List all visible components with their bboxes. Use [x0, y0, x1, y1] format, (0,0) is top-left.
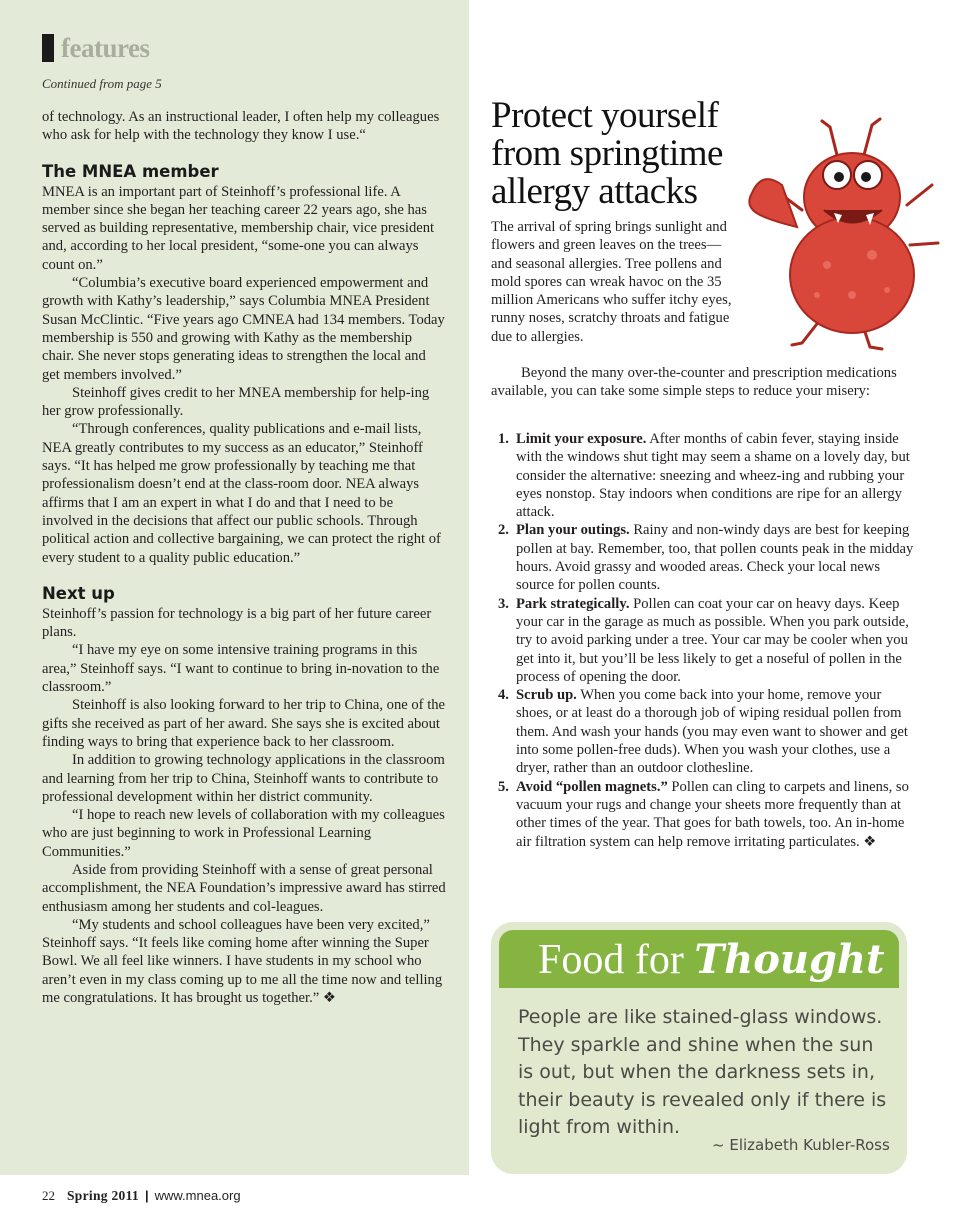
tip-lead: Scrub up.	[516, 687, 577, 704]
list-item	[491, 778, 921, 851]
list-item	[491, 595, 921, 686]
article-paragraph: In addition to growing technology applications in the classroom and learning from her trip to China, Steinhoff wants to contribute to professional development within her district community.	[42, 752, 445, 805]
article-paragraph: of technology. As an instructional leader, I often help my colleagues who ask for help with the technology they know I use.“	[42, 109, 440, 144]
section-title: features	[61, 33, 150, 63]
tip-lead: Limit your exposure.	[516, 431, 647, 447]
tip-number: 1.	[498, 431, 509, 447]
left-article	[42, 108, 446, 1007]
article-paragraph: “My students and school colleagues have been very excited,” Steinhoff says. “It feels like coming home after winning the Super Bowl. We all feel like winners. I have students in my school who aren’t even in my class coming up to me all the time now and telling me congratulations. It has brought us together.” ❖	[42, 916, 443, 1007]
article-intro: The arrival of spring brings sunlight and flowers and green leaves on the trees—and seasonal allergies. Tree pollens and mold spores can wreak havoc on the 35 million Americans who suffer itchy eyes, runny noses, scratchy throats and fatigue due to allergies.	[491, 219, 732, 345]
article-paragraph: “I hope to reach new levels of collaboration with my colleagues who are just beginning to work in Professional Learning Communities.”	[42, 807, 445, 860]
food-for-thought-heading	[538, 932, 884, 987]
tip-text: Rainy and non-windy days are best for keeping pollen at bay. Remember, too, that pollen counts peak in the midday hours. Avoid grassy and wooded areas. Check your local news source for pollen counts.	[516, 522, 914, 594]
subheading-mnea-member: The MNEA member	[42, 161, 219, 181]
tip-text: When you come back into your home, remove your shoes, or at least do a thorough job of wiping residual pollen from them. And wash your hands (you may even want to shower and get into some pollen-free duds). When you wash your clothes, use a dryer, rather than an outdoor clothesline.	[516, 687, 908, 777]
allergy-tips-list	[491, 430, 921, 851]
tip-lead: Avoid “pollen magnets.”	[516, 778, 668, 795]
tip-lead: Plan your outings.	[516, 522, 630, 539]
footer-separator: |	[144, 1188, 149, 1203]
article-title: Protect yourself from springtime allergy attacks	[491, 95, 723, 212]
list-item	[491, 430, 921, 521]
page-number: 22	[42, 1188, 55, 1203]
tip-text: After months of cabin fever, staying inside with the windows shut tight may seem a shame on a lovely day, but consider the alternative: sneezing and wheez-ing and rubbing your eyes nonstop. Stay indoors when conditions are ripe for an allergy attack.	[516, 431, 910, 521]
tip-lead: Park strategically.	[516, 595, 630, 612]
issue-label: Spring 2011	[67, 1188, 139, 1203]
article-paragraph: “Columbia’s executive board experienced empowerment and growth with Kathy’s leadership,” says Columbia MNEA President Susan McClintic. “Five years ago CMNEA had 134 members. Today membership is 550 and growing with Kathy as the membership chair. She never stops generating ideas to strengthen the local and get members involved.”	[42, 275, 445, 383]
tip-number: 3.	[498, 595, 509, 612]
list-item	[491, 521, 921, 594]
article-paragraph: “I have my eye on some intensive training programs in this area,” Steinhoff says. “I want to continue to bring in-novation to the classroom.”	[42, 642, 440, 696]
tip-text: Pollen can cling to carpets and linens, so vacuum your rugs and change your sheets more frequently than at other times of the year. That goes for bath towels, too. An in-home air filtration system can help remove irritating particulates. ❖	[516, 778, 909, 850]
tip-text: Pollen can coat your car on heavy days. Keep your car in the garage as much as possible. When you park outside, try to avoid parking under a tree. Your car may be cooler when you get into it, but you’ll be less likely to get a noseful of pollen in the process of opening the door.	[516, 595, 909, 685]
article-paragraph: Aside from providing Steinhoff with a sense of great personal accomplishment, the NEA Foundation’s impressive award has stirred enthusiasm among her students and col-leagues.	[42, 861, 446, 915]
article-paragraph: Steinhoff gives credit to her MNEA membership for help-ing her grow professionally.	[42, 384, 430, 420]
tip-number: 2.	[498, 522, 509, 539]
continued-note: Continued from page 5	[42, 76, 162, 91]
quote-text: People are like stained-glass windows. They sparkle and shine when the sun is out, but when the darkness sets in, their beauty is revealed only if there is light from within.	[518, 1006, 887, 1138]
tip-number: 5.	[498, 778, 509, 795]
article-paragraph: Steinhoff is also looking forward to her trip to China, one of the gifts she received as part of her award. She says she is excited about finding ways to bring that experience back to her classroom.	[42, 697, 446, 750]
section-marker-bar	[42, 34, 54, 62]
heading-part-thought: Thought	[694, 936, 885, 983]
list-item	[491, 686, 921, 777]
section-header	[42, 26, 149, 62]
article-intro-continued: Beyond the many over-the-counter and prescription medications available, you can take some simple steps to reduce your misery:	[491, 365, 897, 400]
germ-monster-illustration	[742, 115, 947, 355]
tip-number: 4.	[498, 687, 509, 704]
website-url: www.mnea.org	[154, 1188, 241, 1203]
heading-part-food-for: Food for	[538, 937, 695, 983]
article-paragraph: Steinhoff’s passion for technology is a big part of her future career plans.	[42, 605, 432, 641]
page-footer	[42, 1188, 241, 1204]
quote-author: ~ Elizabeth Kubler-Ross	[712, 1136, 890, 1154]
article-paragraph: MNEA is an important part of Steinhoff’s professional life. A member since she began her teaching career 22 years ago, she has served as building representative, membership chair, vice president and, according to her local president, “some-one you can always count on.”	[42, 183, 435, 273]
subheading-next-up: Next up	[42, 583, 115, 603]
article-paragraph: “Through conferences, quality publications and e-mail lists, NEA greatly contributes to my success as an educator,” Steinhoff says. “It has helped me grow professionally by teaching me that professionalism doesn’t end at the class-room door. NEA always affirms that I am an expert in what I do and that I need to be involved in the decisions that affect our public schools. Through political action and collective bargaining, we can protect the right of every student to a quality public education.”	[42, 421, 441, 566]
